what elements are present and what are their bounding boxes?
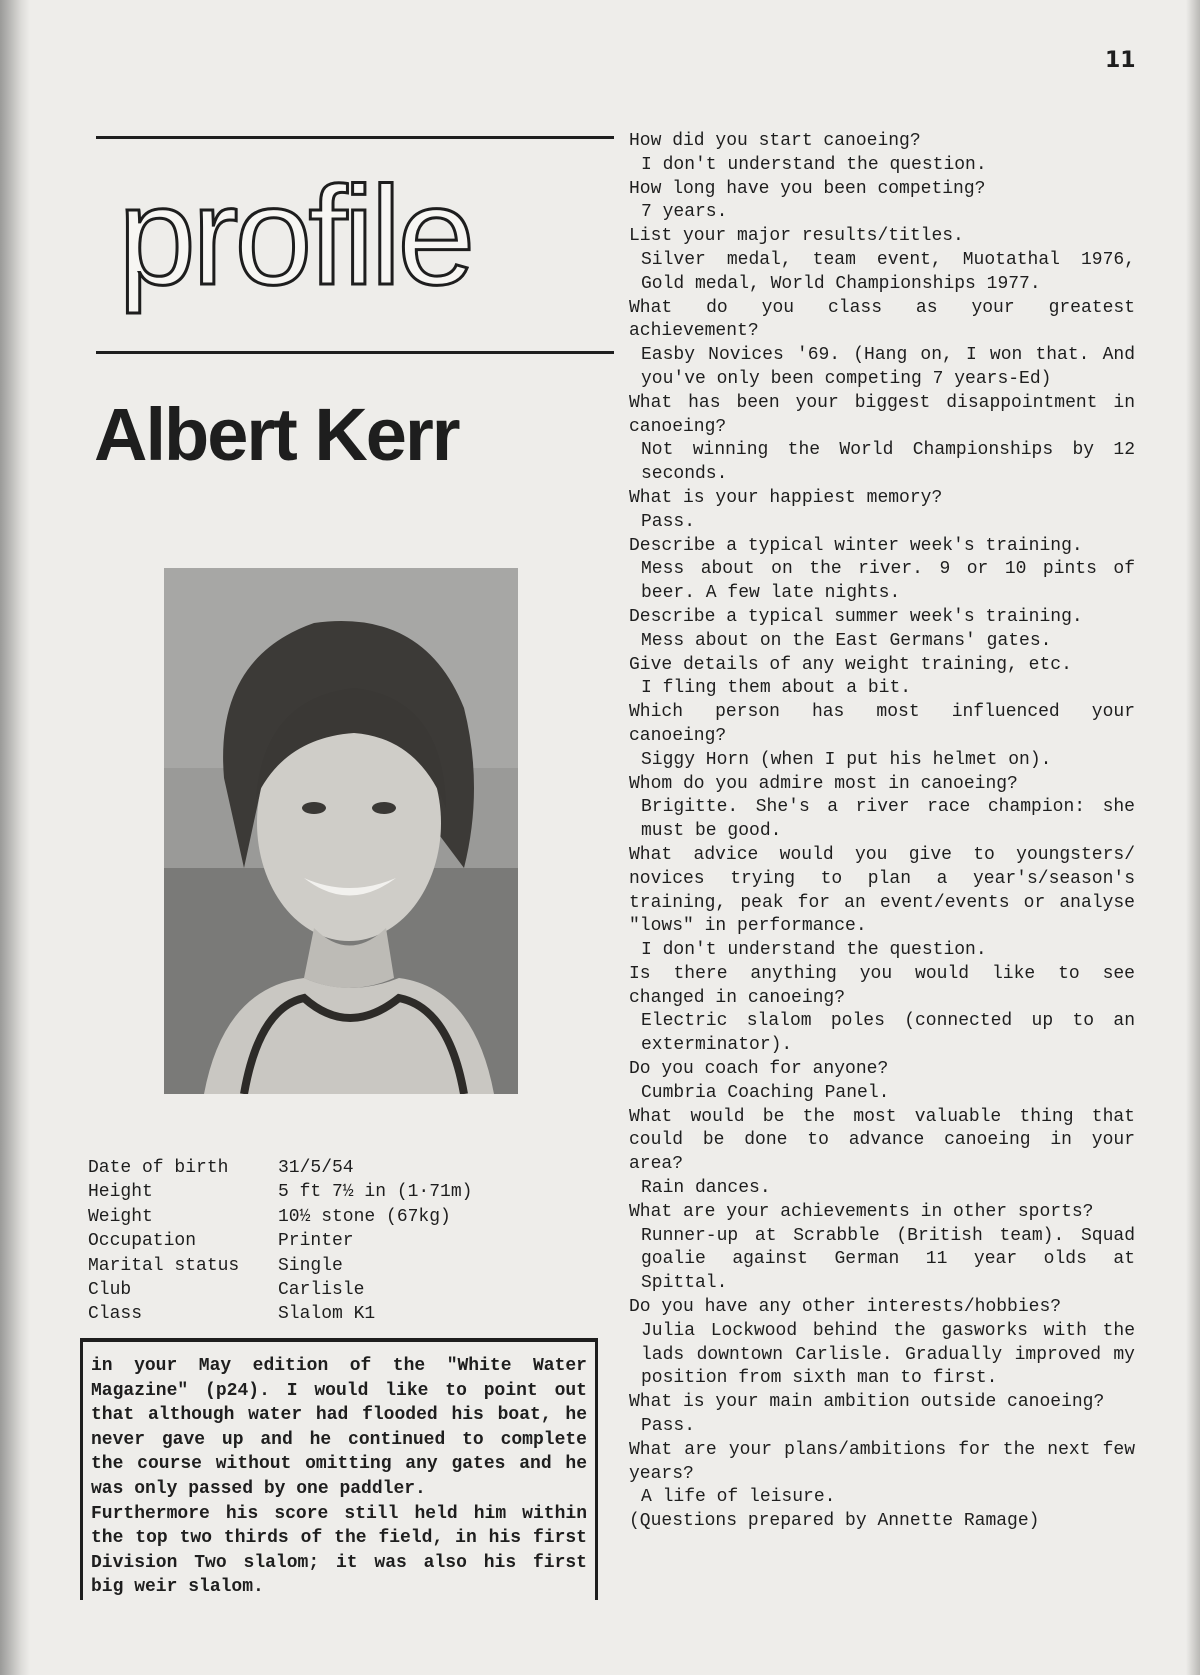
letter-paragraph: in your May edition of the "White Water Magazine" (p24). I would like to point out that although water had flooded his boat, he never gave up and he continued to complete the course without omitting any gates and he was only passed by one paddler. xyxy=(91,1356,587,1499)
answer: 7 years. xyxy=(641,202,728,223)
detail-value: 31/5/54 xyxy=(278,1158,354,1178)
answer: Siggy Horn (when I put his helmet on). xyxy=(641,749,1052,770)
detail-row xyxy=(88,1156,472,1180)
answer: Silver medal, team event, Muotathal 1976, Gold medal, World Championships 1977. xyxy=(641,249,1135,294)
question: Do you have any other interests/hobbies? xyxy=(629,1297,1062,1318)
question-credit: (Questions prepared by Annette Ramage) xyxy=(629,1511,1040,1532)
detail-row xyxy=(88,1278,472,1302)
detail-value: Printer xyxy=(278,1231,354,1252)
question: What do you class as your greatest achievement? xyxy=(629,297,1135,342)
detail-row xyxy=(88,1229,472,1253)
question: What has been your biggest disappointment in canoeing? xyxy=(629,392,1135,437)
question: What are your achievements in other sports? xyxy=(629,1201,1094,1222)
detail-row xyxy=(88,1180,472,1204)
question: Is there anything you would like to see changed in canoeing? xyxy=(629,963,1135,1008)
profile-name: Albert Kerr xyxy=(94,393,459,476)
question: What is your main ambition outside canoeing? xyxy=(629,1392,1105,1413)
question: What advice would you give to youngsters/ novices trying to plan a year's/season's training, peak for an event/events or analyse "lows" in performance. xyxy=(629,844,1135,937)
answer: Mess about on the East Germans' gates. xyxy=(641,630,1052,651)
detail-value: 10½ stone (67kg) xyxy=(278,1206,451,1227)
detail-row xyxy=(88,1302,472,1326)
question: List your major results/titles. xyxy=(629,226,964,247)
detail-value: Single xyxy=(278,1255,343,1276)
middle-rule xyxy=(96,351,614,354)
answer: Runner-up at Scrabble (British team). Squad goalie against German 11 year olds at Spittal. xyxy=(641,1225,1135,1294)
question: Which person has most influenced your canoeing? xyxy=(629,702,1135,746)
detail-value: Slalom K1 xyxy=(278,1304,376,1325)
question: Describe a typical summer week's training. xyxy=(629,606,1083,627)
question: Whom do you admire most in canoeing? xyxy=(629,773,1018,794)
question: What is your happiest memory? xyxy=(629,487,943,508)
detail-row xyxy=(88,1254,472,1278)
profile-heading: profile xyxy=(118,157,472,314)
answer: Mess about on the river. 9 or 10 pints of beer. A few late nights. xyxy=(641,559,1135,604)
answer: Julia Lockwood behind the gasworks with the lads downtown Carlisle. Gradually improved my position from sixth man to first. xyxy=(641,1320,1135,1389)
page-gutter-shadow xyxy=(0,0,30,1675)
answer: Rain dances. xyxy=(641,1178,771,1199)
answer: Brigitte. She's a river race champion: she must be good. xyxy=(641,797,1135,842)
question: Give details of any weight training, etc. xyxy=(629,654,1072,675)
top-rule xyxy=(96,136,614,139)
detail-value: 5 ft 7½ in (1·71m) xyxy=(278,1182,473,1203)
detail-label: Club xyxy=(88,1280,132,1301)
detail-value: Carlisle xyxy=(278,1280,365,1301)
detail-label: Occupation xyxy=(88,1231,197,1252)
answer: Electric slalom poles (connected up to an exterminator). xyxy=(641,1011,1135,1056)
answer: Not winning the World Championships by 12 seconds. xyxy=(641,440,1135,485)
detail-label: Marital status xyxy=(88,1255,240,1276)
detail-row xyxy=(88,1205,472,1229)
question: What are your plans/ambitions for the next few years? xyxy=(629,1439,1135,1484)
detail-label: Height xyxy=(88,1182,153,1203)
question: Describe a typical winter week's training. xyxy=(629,535,1083,556)
letter-paragraph: Furthermore his score still held him within the top two thirds of the field, in his first Division Two slalom; it was also his first big weir slalom. xyxy=(91,1503,587,1598)
page-number: 11 xyxy=(1105,48,1136,73)
answer: Pass. xyxy=(641,511,696,532)
interview-column xyxy=(629,130,1135,1534)
detail-label: Class xyxy=(88,1304,143,1325)
page-edge xyxy=(1186,0,1200,1675)
question: What would be the most valuable thing that could be done to advance canoeing in your area? xyxy=(629,1106,1135,1175)
reader-letter-box xyxy=(80,1338,598,1600)
profile-details xyxy=(88,1156,472,1327)
answer: I fling them about a bit. xyxy=(641,678,912,699)
question: Do you coach for anyone? xyxy=(629,1059,889,1080)
question: How long have you been competing? xyxy=(629,178,986,199)
answer: Pass. xyxy=(641,1416,696,1437)
answer: Easby Novices '69. (Hang on, I won that. And you've only been competing 7 years-Ed) xyxy=(641,345,1135,389)
answer: Cumbria Coaching Panel. xyxy=(641,1082,890,1103)
answer: I don't understand the question. xyxy=(641,940,987,961)
answer: I don't understand the question. xyxy=(641,154,987,175)
detail-label: Date of birth xyxy=(88,1158,229,1178)
portrait-photo xyxy=(164,568,518,1094)
answer: A life of leisure. xyxy=(641,1487,836,1508)
detail-label: Weight xyxy=(88,1206,153,1227)
question: How did you start canoeing? xyxy=(629,131,921,151)
